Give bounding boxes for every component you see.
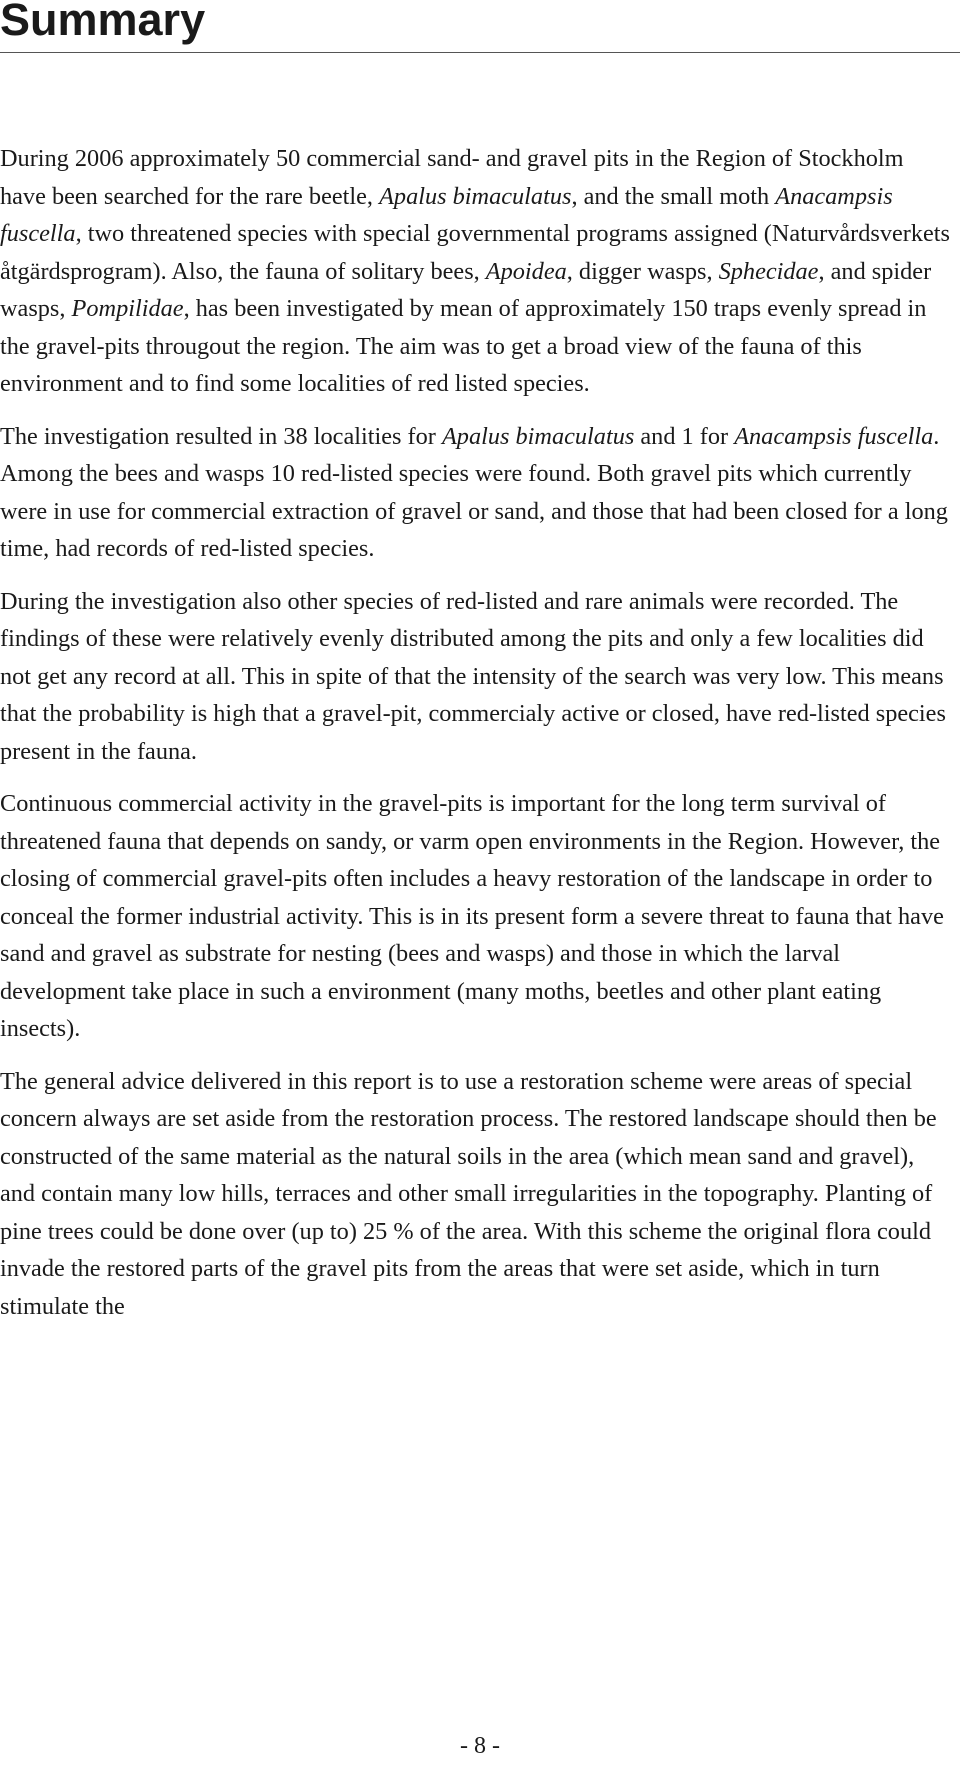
species-name: Anacampsis fuscella xyxy=(734,422,934,450)
text-run: , and the small moth xyxy=(571,182,776,210)
text-run: . Among the bees and wasps 10 red-listed species were found. Both gravel pits which currently were in use for commercial extraction of gravel or sand, and those that had been closed for a long time, had records of red-listed species. xyxy=(0,422,948,562)
paragraph-2 xyxy=(0,418,952,568)
text-run: , two threatened species with special governmental programs assigned (Naturvårdsverkets åtgärdsprogram). Also, the fauna of solitary bees, xyxy=(0,220,950,285)
heading-divider xyxy=(0,52,960,53)
species-name: Sphecidae xyxy=(718,257,819,285)
text-run: The investigation resulted in 38 localities for xyxy=(0,422,442,450)
species-name: Apoidea xyxy=(485,257,567,285)
text-run: , has been investigated by mean of approximately 150 traps evenly spread in the gravel-pits througout the region. The aim was to get a broad view of the fauna of this environment and to find some localities of red listed species. xyxy=(0,295,927,397)
page-heading: Summary xyxy=(0,0,206,45)
text-run: Continuous commercial activity in the gravel-pits is important for the long term survival of threatened fauna that depends on sandy, or varm open environments in the Region. However, the closing of commercial gravel-pits often includes a heavy restoration of the landscape in order to conceal the former industrial activity. This is in its present form a severe threat to fauna that have sand and gravel as substrate for nesting (bees and wasps) and those in which the larval development take place in such a environment (many moths, beetles and other plant eating insects). xyxy=(0,790,944,1042)
page-number: - 8 - xyxy=(460,1733,500,1759)
text-run: During the investigation also other species of red-listed and rare animals were recorded. The findings of these were relatively evenly distributed among the pits and only a few localities did not get any record at all. This in spite of that the intensity of the search was very low. This means that the probability is high that a gravel-pit, commercialy active or closed, have red-listed species present in the fauna. xyxy=(0,587,946,765)
species-name: Pompilidae xyxy=(71,295,184,322)
species-name: Apalus bimaculatus xyxy=(379,182,572,210)
species-name: Apalus bimaculatus xyxy=(441,422,635,450)
species-name: Anacampsis fuscella xyxy=(0,182,893,247)
text-run: , digger wasps, xyxy=(566,257,719,285)
text-run: During 2006 approximately 50 commercial sand- and gravel pits in the Region of Stockholm have been searched for the rare beetle, xyxy=(0,145,904,210)
summary-body xyxy=(0,140,952,1340)
text-run: The general advice delivered in this report is to use a restoration scheme were areas of special concern always are set aside from the restoration process. The restored landscape should then be constructed of the same material as the natural soils in the area (which mean sand and gravel), and contain many low hills, terraces and other small irregularities in the topography. Planting of pine trees could be done over (up to) 25 % of the area. With this scheme the original flora could invade the restored parts of the gravel pits from the areas that were set aside, which in turn stimulate the xyxy=(0,1067,937,1320)
paragraph-1 xyxy=(0,140,952,403)
text-run: , and spider wasps, xyxy=(0,257,932,322)
text-run: and 1 for xyxy=(634,422,735,450)
paragraph-4 xyxy=(0,785,952,1048)
paragraph-5 xyxy=(0,1063,952,1326)
paragraph-3 xyxy=(0,583,952,771)
